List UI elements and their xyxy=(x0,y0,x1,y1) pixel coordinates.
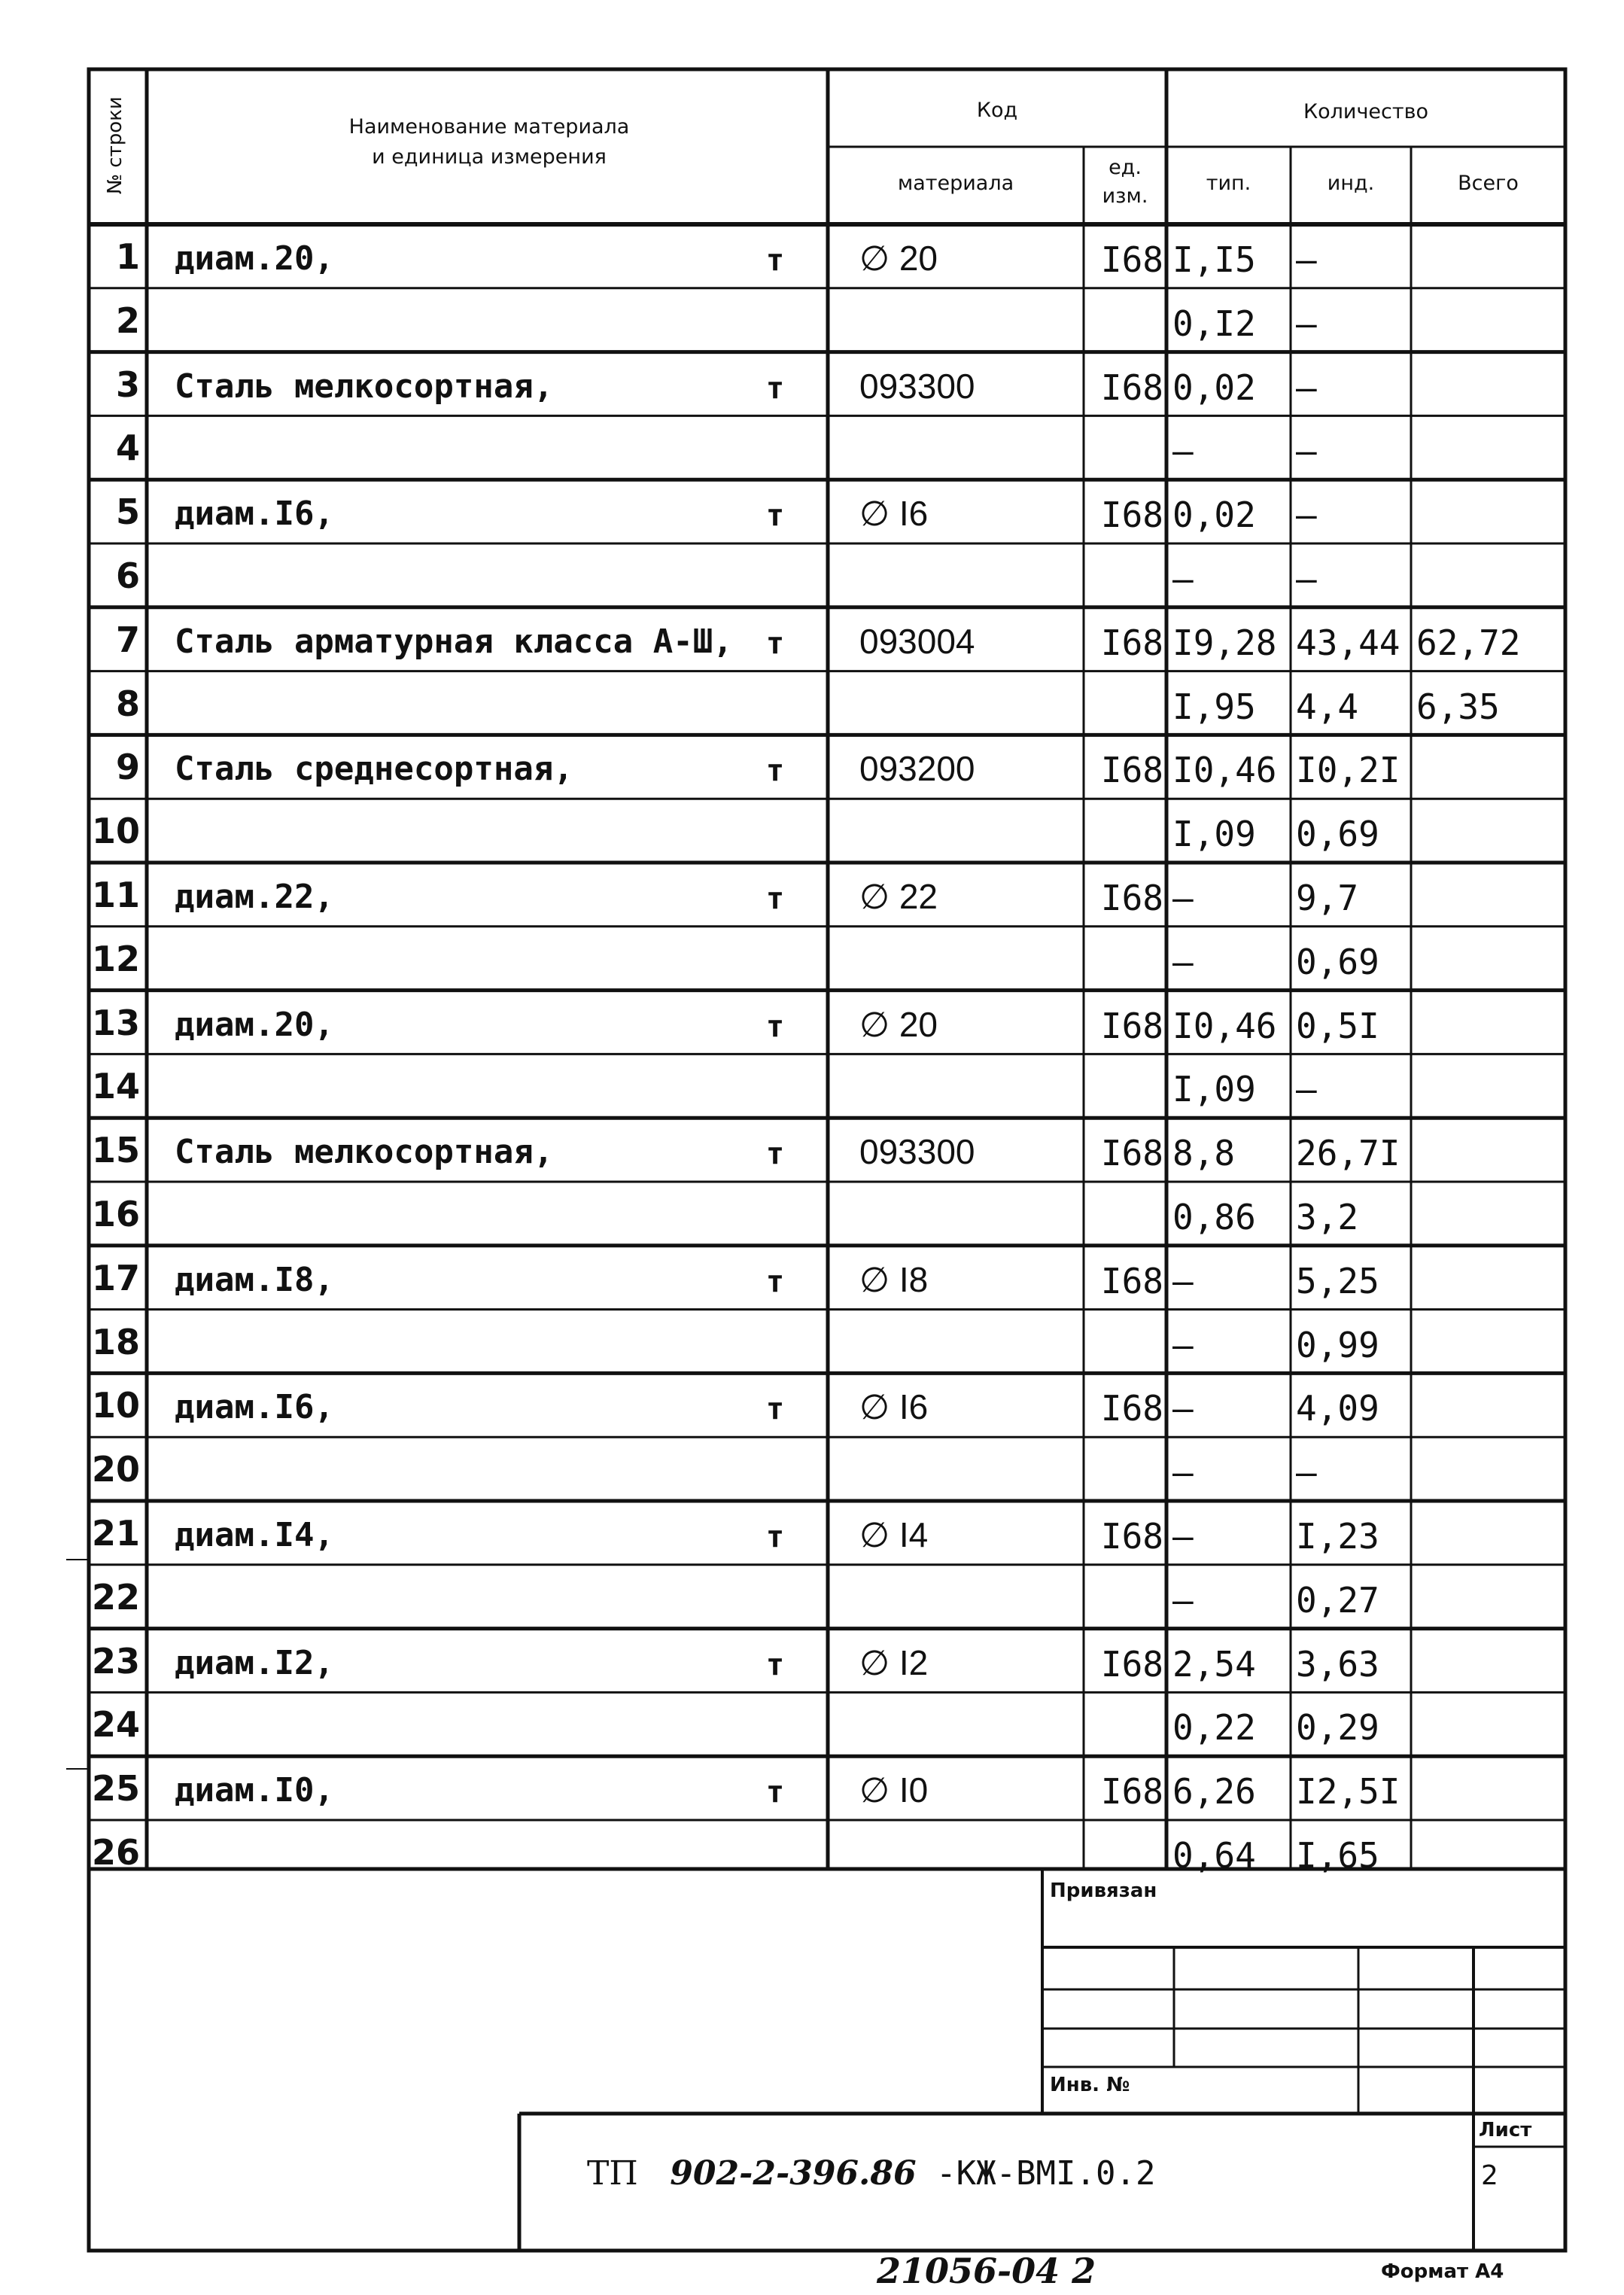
qty-typical: 2,54 xyxy=(1172,1643,1256,1685)
row-number: 16 xyxy=(91,1194,140,1234)
unit-code: I68 xyxy=(1100,1133,1163,1174)
row-number: 2 xyxy=(115,300,140,341)
qty-typical: I,I5 xyxy=(1172,239,1256,280)
unit-abbrev: т xyxy=(765,370,785,406)
qty-individual: I,65 xyxy=(1296,1835,1379,1876)
material-code: ∅ 20 xyxy=(859,1004,938,1044)
header-individual: инд. xyxy=(1327,172,1375,195)
qty-typical: 0,22 xyxy=(1172,1707,1256,1749)
unit-code: I68 xyxy=(1100,878,1163,918)
row-number: 3 xyxy=(115,364,140,405)
qty-typical: – xyxy=(1172,559,1194,599)
qty-typical: – xyxy=(1172,1388,1194,1429)
material-code: ∅ I6 xyxy=(859,1387,929,1427)
unit-abbrev: т xyxy=(765,881,785,916)
unit-code: I68 xyxy=(1100,1771,1163,1813)
qty-individual: 3,2 xyxy=(1296,1197,1359,1237)
header-code-group: Код xyxy=(976,99,1018,122)
qty-individual: – xyxy=(1296,559,1317,599)
qty-typical: I0,46 xyxy=(1172,1005,1277,1046)
material-name: диам.20, xyxy=(175,1005,334,1044)
qty-individual: – xyxy=(1296,1069,1317,1110)
qty-typical: – xyxy=(1172,1579,1194,1621)
material-name: диам.20, xyxy=(175,239,334,278)
unit-code: I68 xyxy=(1100,367,1163,408)
row-number: 20 xyxy=(91,1449,140,1490)
header-unit-line2: изм. xyxy=(1102,184,1148,208)
unit-code: I68 xyxy=(1100,750,1163,791)
qty-typical: 8,8 xyxy=(1172,1133,1236,1174)
qty-total: 6,35 xyxy=(1416,686,1500,727)
row-number: 26 xyxy=(91,1832,140,1873)
qty-individual: 26,7I xyxy=(1296,1133,1400,1174)
row-number: 1 xyxy=(115,236,140,277)
material-name: Сталь арматурная класса А-Ш, xyxy=(175,622,733,661)
material-name: Сталь среднесортная, xyxy=(175,750,573,789)
qty-typical: I,09 xyxy=(1172,1069,1256,1110)
unit-abbrev: т xyxy=(765,1009,785,1044)
unit-abbrev: т xyxy=(765,1392,785,1427)
row-number: 24 xyxy=(91,1704,140,1746)
material-name: диам.I0, xyxy=(175,1771,334,1810)
qty-individual: 43,44 xyxy=(1296,622,1400,663)
row-number: 15 xyxy=(91,1130,140,1171)
qty-individual: 9,7 xyxy=(1296,878,1359,918)
qty-total: 62,72 xyxy=(1416,622,1521,663)
designation-suffix: -КЖ-ВМI.0.2 xyxy=(936,2154,1156,2193)
designation-prefix: ТП xyxy=(587,2154,638,2193)
row-number: 14 xyxy=(91,1066,140,1107)
unit-abbrev: т xyxy=(765,498,785,534)
material-code: ∅ I0 xyxy=(859,1770,929,1810)
header-total: Всего xyxy=(1458,172,1519,195)
material-code: ∅ I2 xyxy=(859,1642,929,1682)
qty-individual: 4,4 xyxy=(1296,686,1359,727)
row-number: 9 xyxy=(115,747,140,788)
material-code: ∅ 22 xyxy=(859,877,938,916)
row-number: 6 xyxy=(115,555,140,596)
qty-individual: – xyxy=(1296,495,1317,536)
qty-typical: 0,86 xyxy=(1172,1197,1256,1237)
material-code: 093300 xyxy=(859,366,975,406)
material-name: диам.I4, xyxy=(175,1516,334,1554)
header-unit-line1: ед. xyxy=(1109,156,1142,179)
material-name: диам.I6, xyxy=(175,495,334,534)
material-code: ∅ 20 xyxy=(859,239,938,278)
unit-abbrev: т xyxy=(765,1647,785,1682)
stamp-bound-label: Привязан xyxy=(1050,1880,1157,1902)
footer-format: Формат А4 xyxy=(1381,2260,1504,2283)
qty-typical: – xyxy=(1172,878,1194,918)
unit-abbrev: т xyxy=(765,1264,785,1299)
row-number: 18 xyxy=(91,1321,140,1362)
footer-order-number: 21056-04 2 xyxy=(877,2251,1096,2291)
material-name: диам.22, xyxy=(175,878,334,916)
unit-abbrev: т xyxy=(765,625,785,661)
material-name: диам.I6, xyxy=(175,1388,334,1427)
qty-typical: – xyxy=(1172,1260,1194,1301)
qty-individual: 0,69 xyxy=(1296,814,1379,855)
unit-code: I68 xyxy=(1100,1005,1163,1046)
qty-typical: 0,02 xyxy=(1172,495,1256,536)
header-typical: тип. xyxy=(1206,172,1251,195)
row-number: 10 xyxy=(91,811,140,852)
qty-individual: – xyxy=(1296,367,1317,408)
qty-typical: 0,64 xyxy=(1172,1835,1256,1876)
qty-individual: 0,5I xyxy=(1296,1005,1379,1046)
unit-code: I68 xyxy=(1100,1388,1163,1429)
stamp-inventory-label: Инв. № xyxy=(1050,2074,1130,2096)
qty-individual: I,23 xyxy=(1296,1516,1379,1557)
header-name-line2: и единица измерения xyxy=(372,145,607,169)
qty-individual: – xyxy=(1296,303,1317,344)
designation-handwritten-number: 902-2-396.86 xyxy=(670,2154,917,2193)
row-number: 5 xyxy=(115,492,140,533)
row-number: 21 xyxy=(91,1513,140,1554)
unit-code: I68 xyxy=(1100,495,1163,536)
material-name: Сталь мелкосортная, xyxy=(175,367,554,406)
qty-typical: – xyxy=(1172,1324,1194,1365)
unit-abbrev: т xyxy=(765,243,785,278)
qty-typical: I0,46 xyxy=(1172,750,1277,791)
qty-individual: 0,99 xyxy=(1296,1324,1379,1365)
row-number: 10 xyxy=(91,1385,140,1426)
qty-individual: – xyxy=(1296,239,1317,280)
qty-typical: – xyxy=(1172,1516,1194,1557)
qty-typical: – xyxy=(1172,431,1194,472)
qty-individual: 0,69 xyxy=(1296,941,1379,982)
header-name-line1: Наименование материала xyxy=(348,115,630,138)
unit-code: I68 xyxy=(1100,239,1163,280)
material-code: 093004 xyxy=(859,621,975,661)
material-code: 093200 xyxy=(859,749,975,789)
row-number: 7 xyxy=(115,619,140,660)
stamp-designation xyxy=(587,2154,1156,2193)
qty-typical: 0,02 xyxy=(1172,367,1256,408)
qty-typical: 6,26 xyxy=(1172,1771,1256,1813)
unit-abbrev: т xyxy=(765,753,785,789)
header-row-number: № строки xyxy=(104,96,126,194)
qty-typical: I,09 xyxy=(1172,814,1256,855)
qty-individual: – xyxy=(1296,1452,1317,1493)
unit-code: I68 xyxy=(1100,1260,1163,1301)
row-number: 11 xyxy=(91,875,140,915)
row-number: 25 xyxy=(91,1768,140,1810)
qty-individual: 4,09 xyxy=(1296,1388,1379,1429)
qty-typical: – xyxy=(1172,941,1194,982)
stamp-sheet-number: 2 xyxy=(1481,2160,1498,2191)
qty-typical: I,95 xyxy=(1172,686,1256,727)
unit-abbrev: т xyxy=(765,1520,785,1554)
qty-individual: I2,5I xyxy=(1296,1771,1400,1813)
unit-code: I68 xyxy=(1100,1643,1163,1685)
qty-individual: I0,2I xyxy=(1296,750,1400,791)
qty-individual: 3,63 xyxy=(1296,1643,1379,1685)
header-material-code: материала xyxy=(897,172,1014,195)
material-code: 093300 xyxy=(859,1132,975,1172)
unit-code: I68 xyxy=(1100,622,1163,663)
row-number: 22 xyxy=(91,1576,140,1618)
row-number: 13 xyxy=(91,1002,140,1043)
row-number: 8 xyxy=(115,683,140,724)
material-code: ∅ I6 xyxy=(859,494,929,534)
unit-abbrev: т xyxy=(765,1137,785,1172)
material-code: ∅ I4 xyxy=(859,1515,929,1554)
row-number: 23 xyxy=(91,1640,140,1682)
material-name: Сталь мелкосортная, xyxy=(175,1133,554,1172)
material-code: ∅ I8 xyxy=(859,1259,929,1299)
qty-individual: 0,29 xyxy=(1296,1707,1379,1749)
row-number: 4 xyxy=(115,428,140,469)
unit-code: I68 xyxy=(1100,1516,1163,1557)
qty-individual: 0,27 xyxy=(1296,1579,1379,1621)
qty-typical: 0,I2 xyxy=(1172,303,1256,344)
header-quantity-group: Количество xyxy=(1303,100,1429,123)
material-name: диам.I8, xyxy=(175,1260,334,1299)
stamp-sheet-label: Лист xyxy=(1479,2119,1532,2141)
qty-typical: – xyxy=(1172,1452,1194,1493)
row-number: 12 xyxy=(91,938,140,979)
qty-typical: I9,28 xyxy=(1172,622,1277,663)
qty-individual: 5,25 xyxy=(1296,1260,1379,1301)
unit-abbrev: т xyxy=(765,1775,785,1810)
qty-individual: – xyxy=(1296,431,1317,472)
row-number: 17 xyxy=(91,1257,140,1298)
material-name: диам.I2, xyxy=(175,1643,334,1682)
